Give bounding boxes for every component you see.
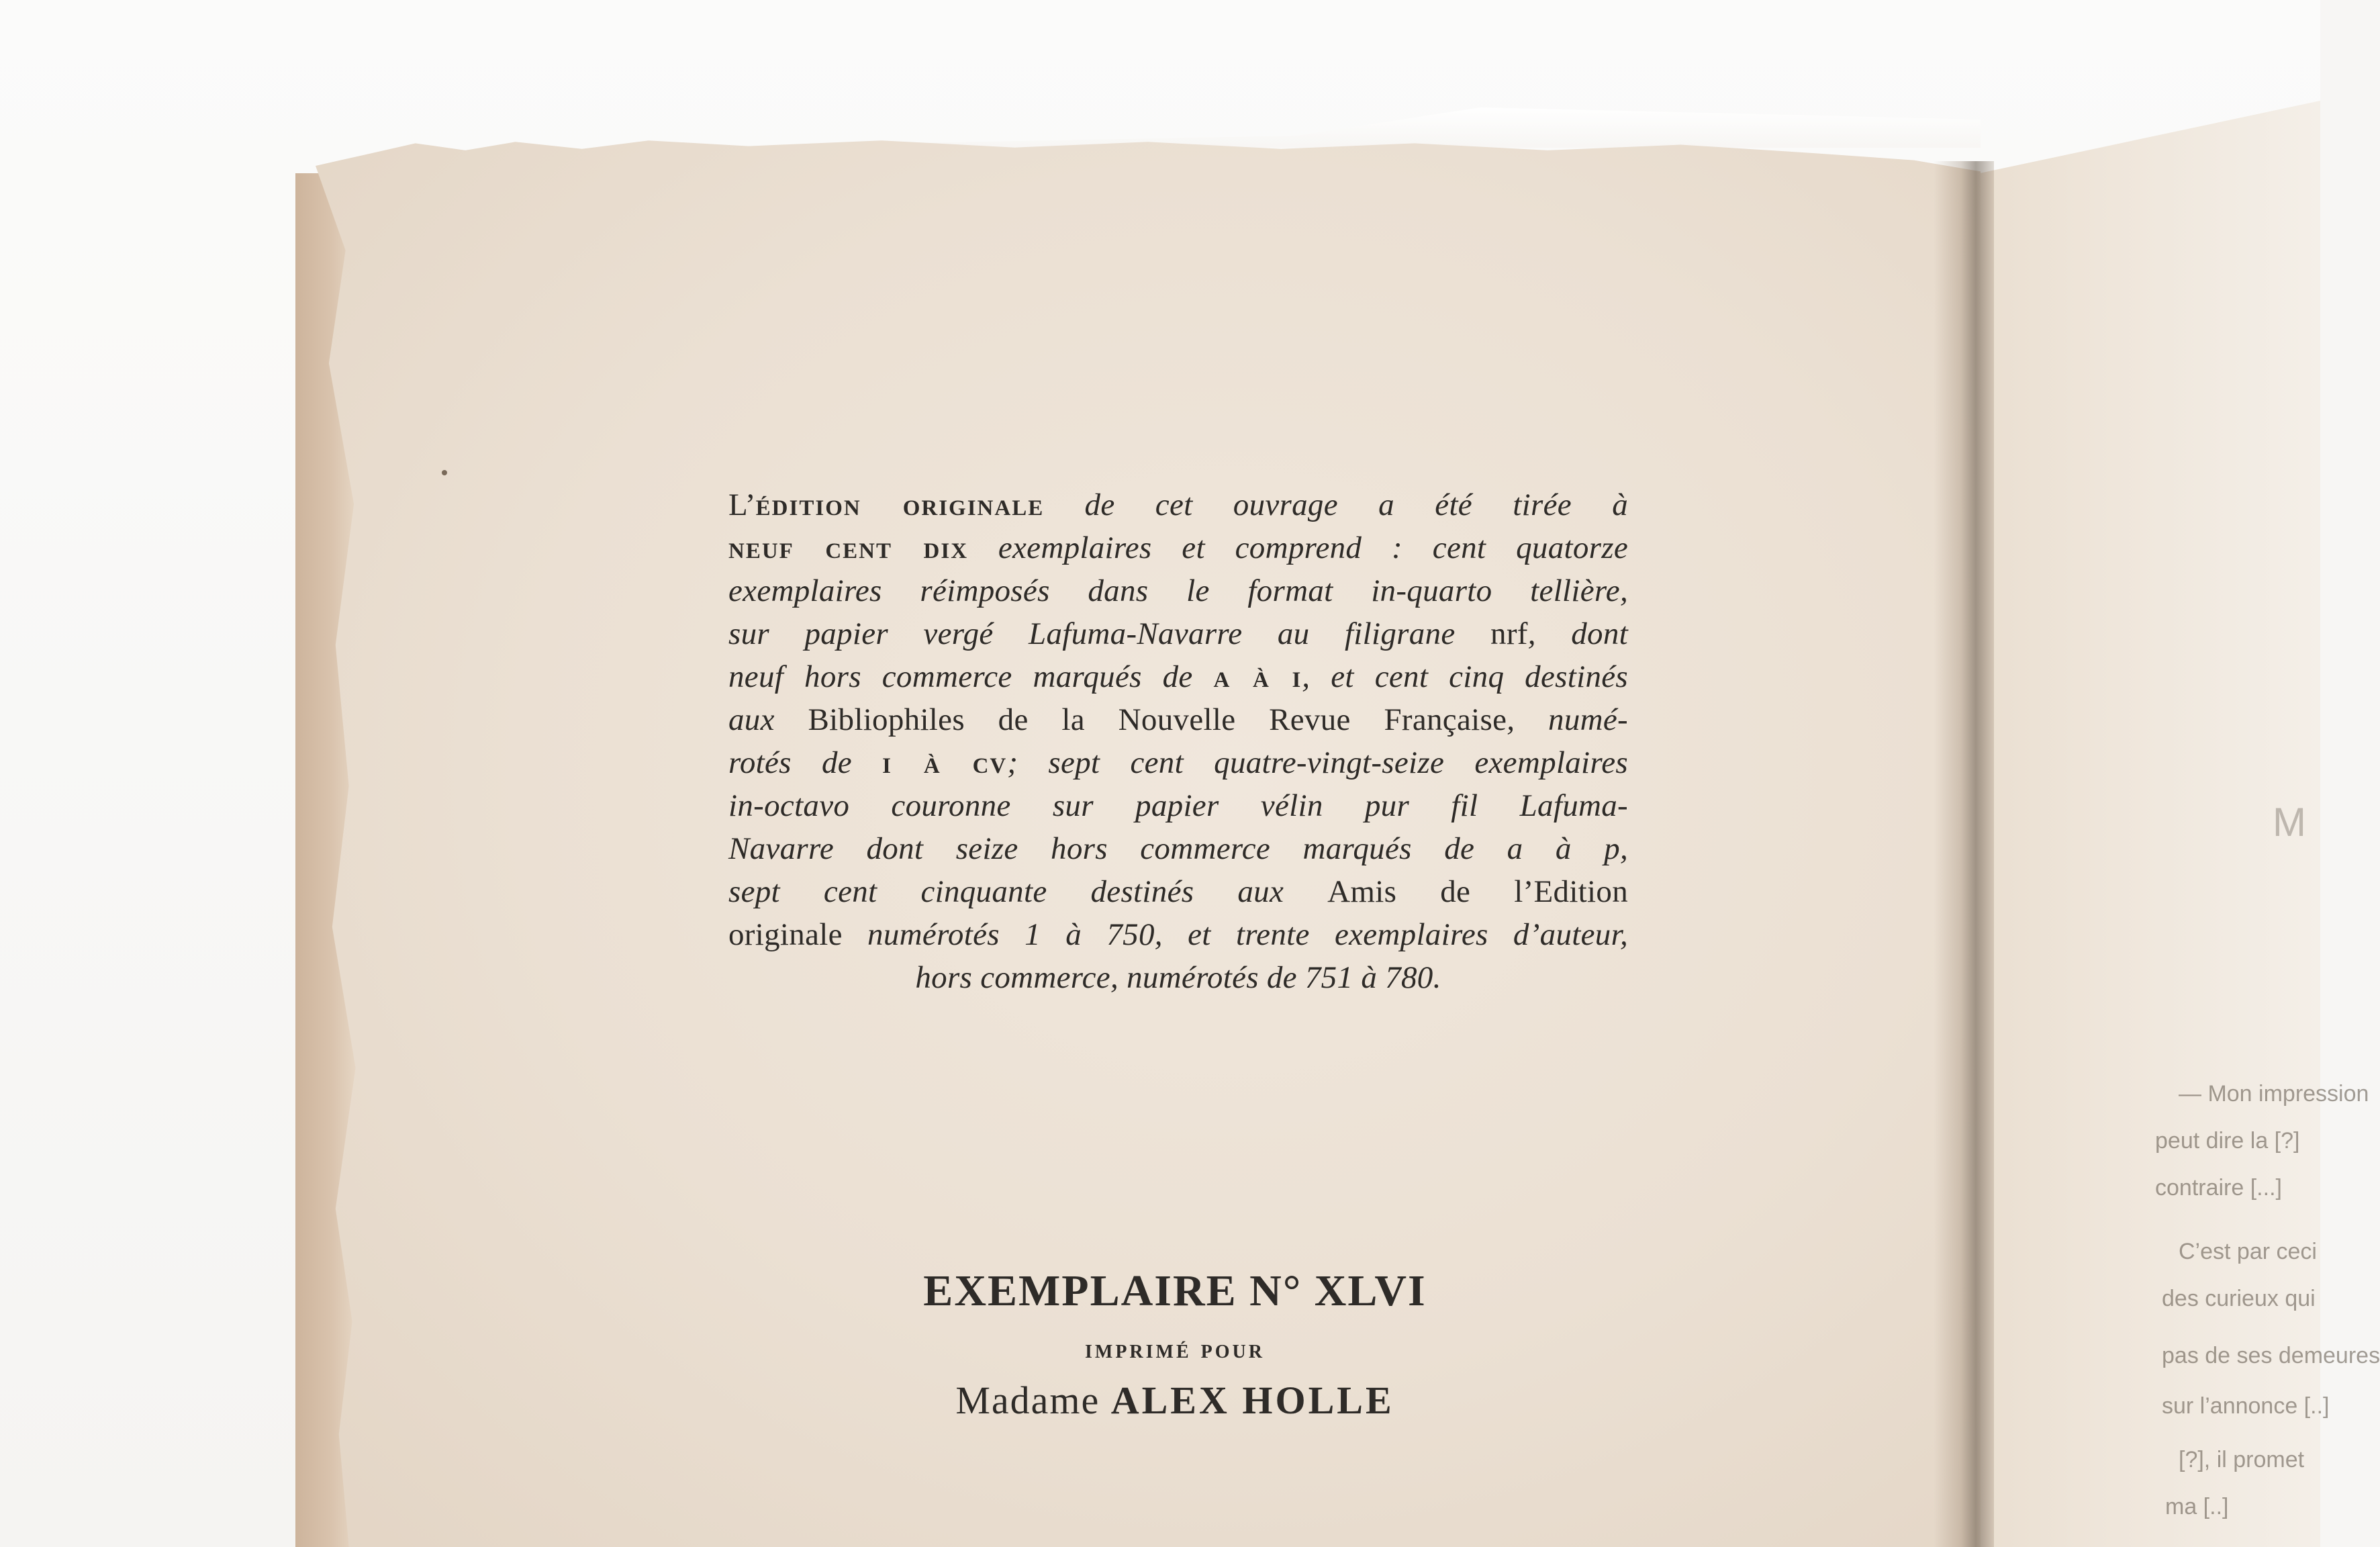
- owner-name: Madame ALEX HOLLE: [955, 1378, 1394, 1422]
- facing-page-line-7: sur l’annonce [..]: [2162, 1393, 2330, 1419]
- colophon-line-5: neuf hors commerce marqués de a à i, et cent cinq destinés: [728, 659, 1629, 694]
- facing-page-line-5: des curieux qui: [2162, 1286, 2316, 1311]
- facing-page-line-2: peut dire la [?]: [2155, 1128, 2300, 1154]
- printed-for-label: imprimé pour: [1085, 1333, 1265, 1364]
- colophon-line-12: hors commerce, numérotés de 751 à 780.: [915, 960, 1441, 995]
- facing-page-line-8: [?], il promet: [2179, 1447, 2305, 1472]
- paper-speck: [442, 470, 447, 475]
- copy-number: EXEMPLAIRE N° XLVI: [923, 1266, 1427, 1315]
- facing-page: [1981, 101, 2320, 1547]
- colophon-line-1: L’édition originale de cet ouvrage a été tirée à: [728, 487, 1628, 522]
- book-gutter: [1934, 161, 1994, 1547]
- facing-page-line-1: — Mon impression: [2179, 1081, 2369, 1107]
- copy-number-block: [792, 1266, 1558, 1423]
- colophon-line-7: rotés de i à cv; sept cent quatre-vingt-seize exemplaires: [728, 745, 1628, 780]
- colophon-line-6: aux Bibliophiles de la Nouvelle Revue Française, numé-: [728, 702, 1628, 737]
- colophon-line-4: sur papier vergé Lafuma-Navarre au filigrane nrf, dont: [728, 616, 1628, 651]
- facing-page-heading-fragment: M: [2273, 800, 2306, 845]
- facing-page-line-9: ma [..]: [2165, 1494, 2229, 1519]
- colophon-line-3: exemplaires réimposés dans le format in-quarto tellière,: [728, 573, 1628, 608]
- colophon-line-2: neuf cent dix exemplaires et comprend : cent quatorze: [728, 530, 1628, 565]
- colophon-line-10: sept cent cinquante destinés aux Amis de l’Edition: [728, 874, 1628, 909]
- colophon-line-9: Navarre dont seize hors commerce marqués de a à p,: [728, 831, 1628, 866]
- colophon-line-11: originale numérotés 1 à 750, et trente exemplaires d’auteur,: [728, 917, 1628, 952]
- facing-page-line-6: pas de ses demeures: [2162, 1343, 2380, 1368]
- facing-page-line-3: contraire [...]: [2155, 1175, 2282, 1201]
- colophon-justification: [728, 483, 1628, 999]
- colophon-line-8: in-octavo couronne sur papier vélin pur fil Lafuma-: [728, 788, 1628, 823]
- facing-page-line-4: C’est par ceci: [2179, 1239, 2317, 1264]
